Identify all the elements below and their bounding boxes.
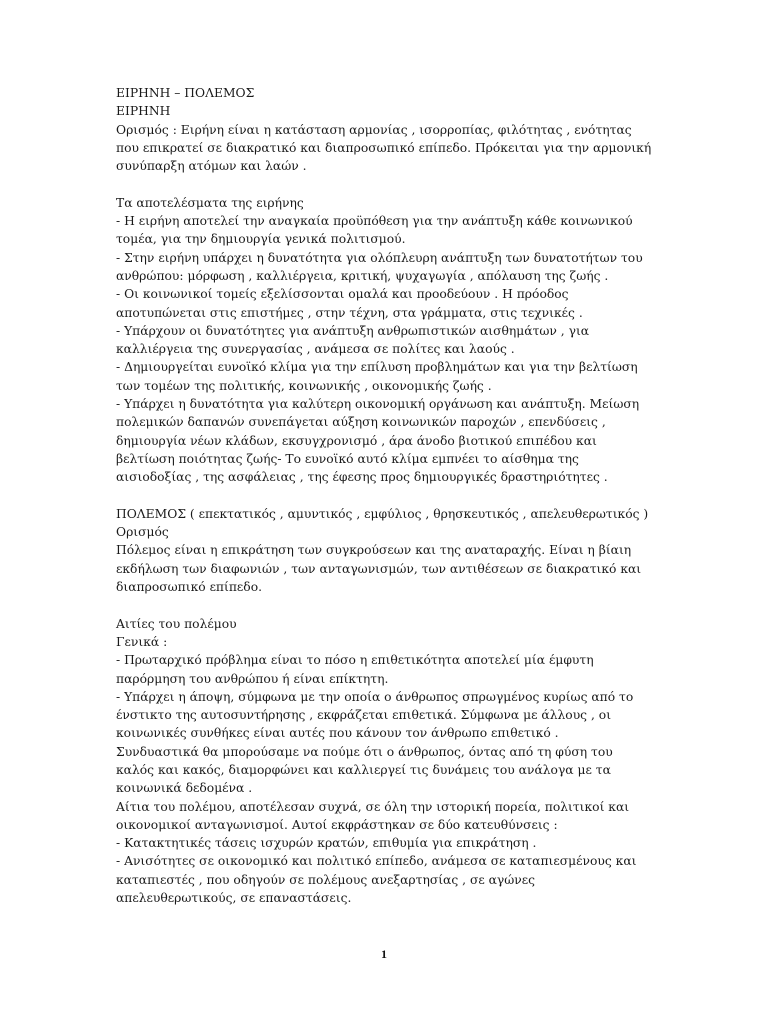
war-general-label: Γενικά : xyxy=(116,634,168,649)
peace-result-item: - Στην ειρήνη υπάρχει η δυνατότητα για ολόπλευρη ανάπτυξη των δυνατοτήτων του ανθρώπου: μόρφωση , καλλιέργεια, κριτική, ψυχαγωγία , απόλαυση της ζωής . xyxy=(116,250,643,283)
spacer xyxy=(116,487,652,505)
peace-heading: ΕΙΡΗΝΗ xyxy=(116,104,171,119)
war-cause-item: - Ανισότητες σε οικονομικό και πολιτικό επίπεδο, ανάμεσα σε καταπιεσμένους και καταπιεστές , που οδηγούν σε πολέμους ανεξαρτησίας , σε αγώνες απελευθερωτικούς, σε επαναστάσεις. xyxy=(116,854,637,906)
war-causes-heading: Αιτίες του πολέμου xyxy=(116,616,237,631)
war-cause-item: - Κατακτητικές τάσεις ισχυρών κρατών, επιθυμία για επικράτηση . xyxy=(116,836,537,851)
page-number: 1 xyxy=(381,947,387,961)
war-cause-item: Συνδυαστικά θα μπορούσαμε να πούμε ότι ο άνθρωπος, όντας από τη φύση του καλός και κακός, διαμορφώνει και καλλιεργεί τις δυνάμεις του ανάλογα με τα κοινωνικά δεδομένα . xyxy=(116,744,613,796)
page-body xyxy=(116,84,652,907)
peace-result-item: - Υπάρχει η δυνατότητα για καλύτερη οικονομική οργάνωση και ανάπτυξη. Μείωση πολεμικών δαπανών συνεπάγεται αύξηση κοινωνικών παροχών , επενδύσεις , δημιουργία νέων κλάδων, εκσυγχρονισμό , άρα άνοδο βιοτικού επιπέδου και βελτίωση ποιότητας ζωής- Το ευνοϊκό αυτό κλίμα εμπνέει το αίσθημα της αισιοδοξίας , της ασφάλειας , της έφεσης προς δημιουργικές δραστηριότητες . xyxy=(116,397,640,485)
war-heading: ΠΟΛΕΜΟΣ ( επεκτατικός , αμυντικός , εμφύλιος , θρησκευτικός , απελευθερωτικός ) xyxy=(116,506,649,521)
peace-results-heading: Τα αποτελέσματα της ειρήνης xyxy=(116,195,304,210)
war-definition-label: Ορισμός xyxy=(116,525,169,540)
spacer xyxy=(116,596,652,614)
war-definition: Πόλεμος είναι η επικράτηση των συγκρούσεων και της αναταραχής. Είναι η βίαιη εκδήλωση των διαφωνιών , των ανταγωνισμών, των αντιθέσεων σε διακρατικό και διαπροσωπικό επίπεδο. xyxy=(116,543,642,595)
war-cause-item: - Πρωταρχικό πρόβλημα είναι το πόσο η επιθετικότητα αποτελεί μία έμφυτη παρόρμηση του ανθρώπου ή είναι επίκτητη. xyxy=(116,653,594,686)
peace-result-item: - Υπάρχουν οι δυνατότητες για ανάπτυξη ανθρωπιστικών αισθημάτων , για καλλιέργεια της συνεργασίας , ανάμεσα σε πολίτες και λαούς . xyxy=(116,323,590,357)
war-cause-item: Αίτια του πολέμου, αποτέλεσαν συχνά, σε όλη την ιστορική πορεία, πολιτικοί και οικονομικοί ανταγωνισμοί. Αυτοί εκφράστηκαν σε δύο κατευθύνσεις : xyxy=(116,799,630,832)
peace-definition: Ορισμός : Ειρήνη είναι η κατάσταση αρμονίας , ισορροπίας, φιλότητας , ενότητας που επικρατεί σε διακρατικό και διαπροσωπικό επίπεδο. Πρόκειται για την αρμονική συνύπαρξη ατόμων και λαών . xyxy=(116,122,652,174)
peace-result-item: - Οι κοινωνικοί τομείς εξελίσσονται ομαλά και προοδεύουν . Η πρόοδος αποτυπώνεται στις επιστήμες , στην τέχνη, στα γράμματα, στις τεχνικές . xyxy=(116,287,583,320)
peace-result-item: - Δημιουργείται ευνοϊκό κλίμα για την επίλυση προβλημάτων και για την βελτίωση των τομέων της πολιτικής, κοινωνικής , οικονομικής ζωής . xyxy=(116,360,638,393)
peace-result-item: - Η ειρήνη αποτελεί την αναγκαία προϋπόθεση για την ανάπτυξη κάθε κοινωνικού τομέα, για την δημιουργία γενικά πολιτισμού. xyxy=(116,214,633,247)
war-cause-item: - Υπάρχει η άποψη, σύμφωνα με την οποία ο άνθρωπος σπρωγμένος κυρίως από το ένστικτο της αυτοσυντήρησης , εκφράζεται επιθετικά. Σύμφωνα με άλλους , οι κοινωνικές συνθήκες είναι αυτές που κάνουν τον άνθρωπο επιθετικό . xyxy=(116,689,634,741)
document-title: ΕΙΡΗΝΗ – ΠΟΛΕΜΟΣ xyxy=(116,86,255,100)
spacer xyxy=(116,175,652,193)
